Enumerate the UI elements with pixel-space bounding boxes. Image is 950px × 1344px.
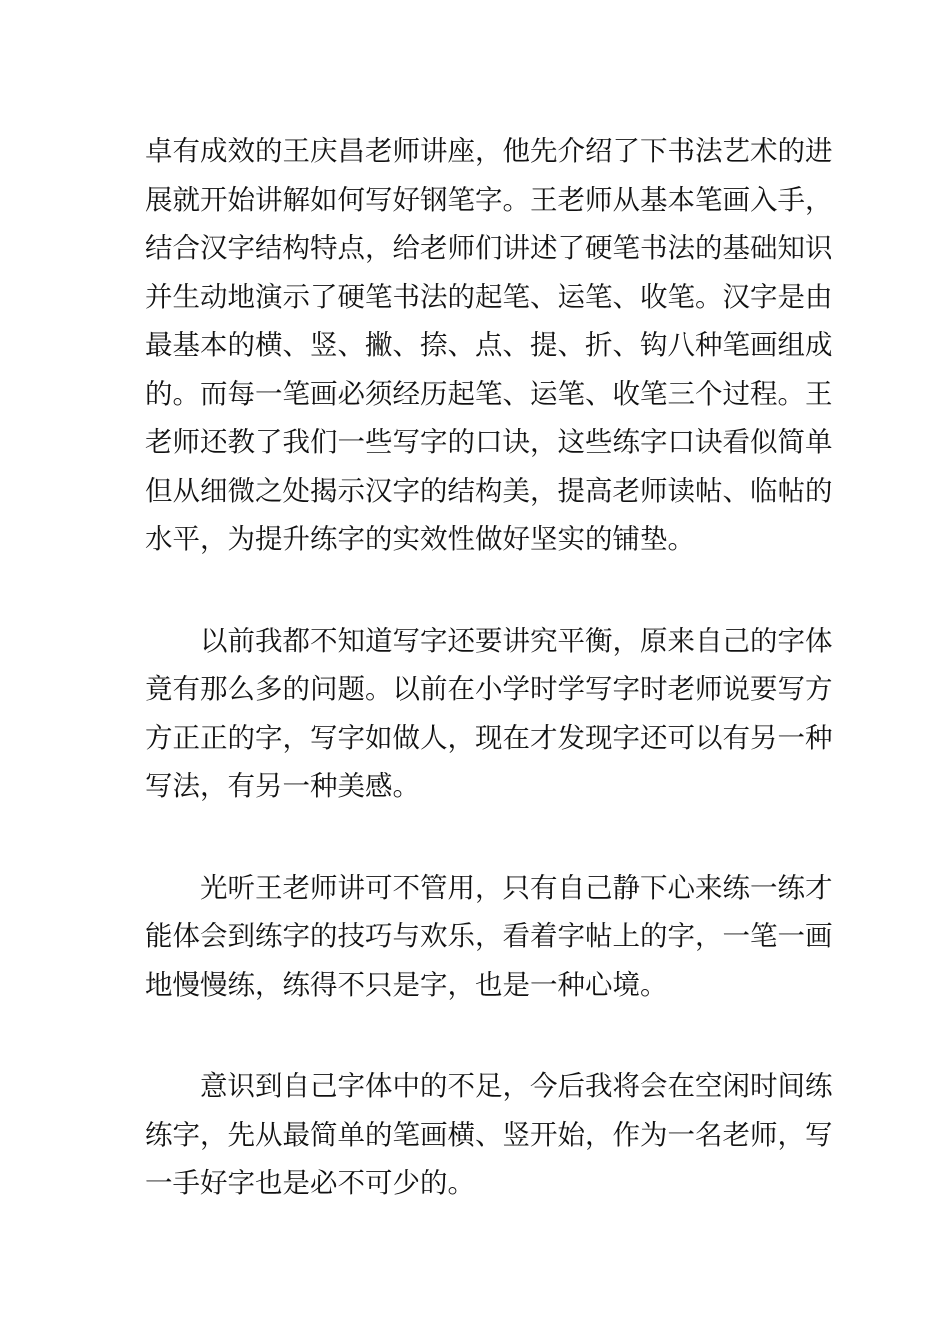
paragraph-1 — [145, 127, 833, 564]
text-line: 老师还教了我们一些写字的口诀，这些练字口诀看似简单 — [145, 426, 833, 458]
text-line: 意识到自己字体中的不足，今后我将会在空闲时间练 — [200, 1070, 833, 1102]
paragraph-2 — [145, 617, 833, 811]
text-line: 并生动地演示了硬笔书法的起笔、运笔、收笔。汉字是由 — [145, 280, 833, 313]
paragraph-4 — [145, 1062, 833, 1208]
text-line: 一手好字也是必不可少的。 — [145, 1167, 475, 1199]
paragraph-spacer — [145, 1009, 810, 1062]
text-line: 能体会到练字的技巧与欢乐，看着字帖上的字，一笔一画 — [145, 920, 833, 952]
text-line: 光听王老师讲可不管用，只有自己静下心来练一练才 — [200, 871, 833, 904]
text-line: 竟有那么多的问题。以前在小学时学写字时老师说要写方 — [145, 673, 833, 705]
text-line: 练字，先从最简单的笔画横、竖开始，作为一名老师，写 — [145, 1118, 833, 1151]
text-line: 写法，有另一种美感。 — [145, 770, 420, 802]
text-line: 方正正的字，写字如做人，现在才发现字还可以有另一种 — [145, 721, 833, 754]
text-line: 地慢慢练，练得不只是字，也是一种心境。 — [145, 968, 668, 1001]
text-line: 以前我都不知道写字还要讲究平衡，原来自己的字体 — [200, 624, 833, 657]
paragraph-3 — [145, 864, 833, 1010]
paragraph-spacer — [145, 564, 810, 617]
text-line: 卓有成效的王庆昌老师讲座，他先介绍了下书法艺术的进 — [145, 135, 833, 167]
document-body — [145, 127, 833, 1208]
text-line: 结合汉字结构特点，给老师们讲述了硬笔书法的基础知识 — [145, 232, 833, 264]
text-line: 但从细微之处揭示汉字的结构美，提高老师读帖、临帖的 — [145, 474, 833, 507]
paragraph-spacer — [145, 811, 810, 864]
text-line: 水平，为提升练字的实效性做好坚实的铺垫。 — [145, 523, 695, 555]
text-line: 的。而每一笔画必须经历起笔、运笔、收笔三个过程。王 — [145, 377, 833, 410]
text-line: 展就开始讲解如何写好钢笔字。王老师从基本笔画入手， — [145, 183, 833, 216]
text-line: 最基本的横、竖、撇、捺、点、提、折、钩八种笔画组成 — [145, 329, 833, 361]
